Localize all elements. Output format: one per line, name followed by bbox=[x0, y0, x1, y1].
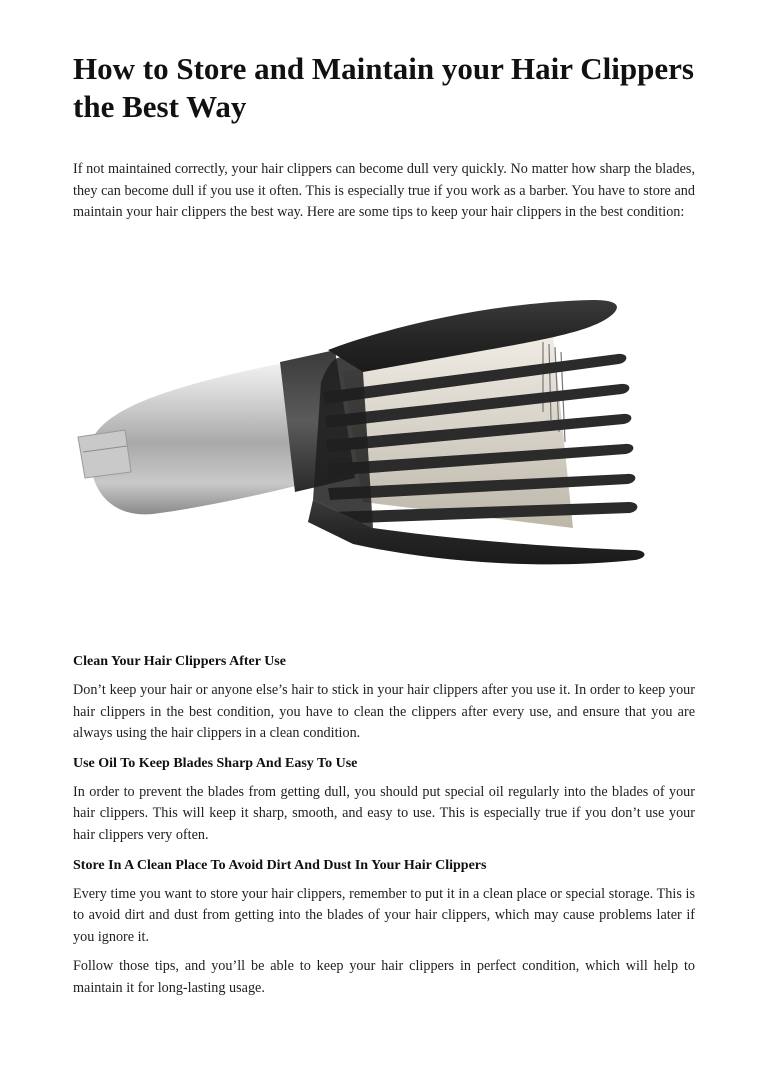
intro-paragraph: If not maintained correctly, your hair clippers can become dull very quickly. No matter how sharp the blades, they can become dull if you use it often. This is especially true if you work as a barber. You have to store and maintain your hair clippers the best way. Here are some tips to keep your hair clippers in the best condition: bbox=[73, 161, 695, 221]
sections-container bbox=[73, 651, 695, 1000]
hair-clipper-photo-icon bbox=[73, 292, 653, 592]
page-title: How to Store and Maintain your Hair Clippers the Best Way bbox=[73, 51, 694, 124]
section-heading-clean: Clean Your Hair Clippers After Use bbox=[73, 654, 286, 669]
section-heading-oil: Use Oil To Keep Blades Sharp And Easy To Use bbox=[73, 755, 358, 771]
section-heading-store: Store In A Clean Place To Avoid Dirt And Dust In Your Hair Clippers bbox=[73, 857, 487, 873]
section-body-oil: In order to prevent the blades from getting dull, you should put special oil regularly into the blades of your hair clippers. This will keep it sharp, smooth, and easy to use. This is especially true if you don’t use your hair clippers very often. bbox=[73, 783, 695, 843]
section-body-clean: Don’t keep your hair or anyone else’s hair to stick in your hair clippers after you use it. In order to keep your hair clippers in the best condition, you have to clean the clippers after every use, and ensure that you are always using the hair clippers in a clean condition. bbox=[73, 682, 695, 742]
hair-clipper-image bbox=[73, 292, 653, 592]
section-body-store: Every time you want to store your hair clippers, remember to put it in a clean place or special storage. This is to avoid dirt and dust from getting into the blades of your hair clippers, which may cause problems later if you ignore it. bbox=[73, 885, 695, 945]
closing-paragraph: Follow those tips, and you’ll be able to keep your hair clippers in perfect condition, which will help to maintain it for long-lasting usage. bbox=[73, 958, 695, 996]
